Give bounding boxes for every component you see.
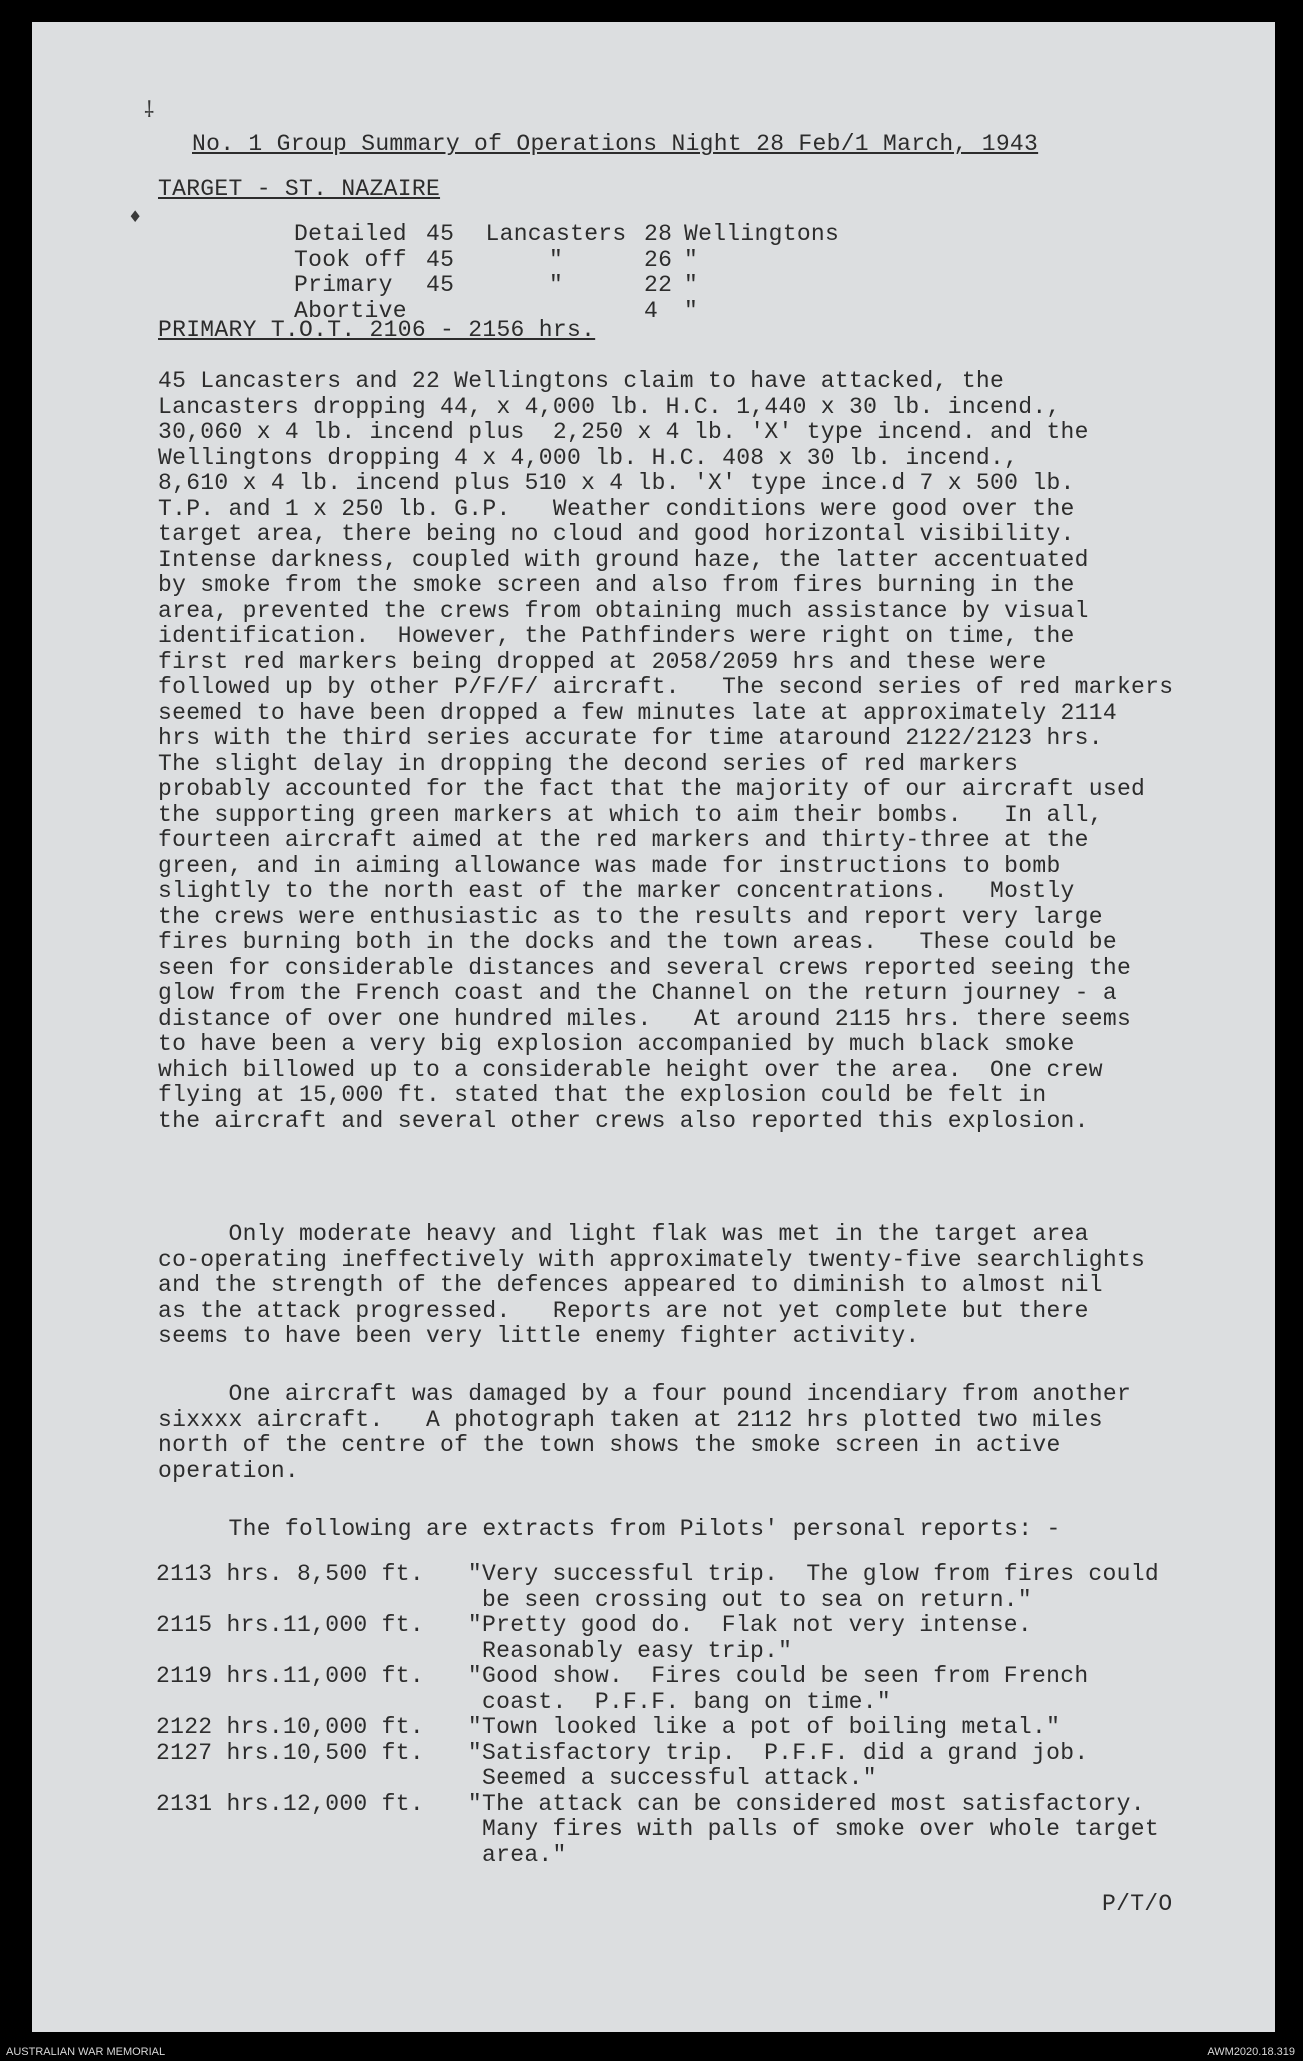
report-text: "Satisfactory trip. P.F.F. did a grand job. Seemed a successful attack."	[467, 1739, 1089, 1791]
report-altitude: 10,000 ft.	[282, 1714, 424, 1740]
lancasters-count: 45	[426, 246, 455, 273]
stats-row	[294, 248, 839, 274]
lancasters-count: 45	[426, 221, 455, 247]
pto-note: P/T/O	[1102, 1891, 1173, 1917]
pencil-mark: ⸸	[144, 98, 155, 123]
extracts-intro: The following are extracts from Pilots' personal reports: -	[158, 1516, 1061, 1542]
target-heading: TARGET - ST. NAZAIRE	[158, 176, 441, 202]
ink-mark: ♦	[128, 207, 143, 226]
lancasters-name: Lancasters	[485, 221, 627, 247]
report-altitude: 12,000 ft.	[282, 1790, 424, 1817]
pilot-report-row	[156, 1664, 1159, 1715]
report-altitude: 11,000 ft.	[282, 1612, 424, 1638]
report-text: "The attack can be considered most satisfactory. Many fires with palls of smoke over whole target area."	[467, 1790, 1159, 1868]
primary-tot-heading: PRIMARY T.O.T. 2106 - 2156 hrs.	[158, 317, 596, 343]
stats-label: Primary	[294, 272, 393, 298]
pilot-report-row	[156, 1792, 1159, 1869]
pilot-report-row	[156, 1715, 1159, 1741]
report-time: 2119 hrs.	[156, 1663, 283, 1689]
stats-label: Took off	[294, 246, 407, 273]
pilot-reports-table	[156, 1562, 1159, 1868]
aircraft-stats-table	[294, 222, 839, 324]
main-report-paragraph: 45 Lancasters and 22 Wellingtons claim to have attacked, the Lancasters dropping 44, x 4,000 lb. H.C. 1,440 x 30 lb. incend., 30,060 x 4 lb. incend plus 2,250 x 4 lb. 'X' type incend. and the Wellingtons dropping 4 x 4,000 lb. H.C. 408 x 30 lb. incend., 8,610 x 4 lb. incend plus 510 x 4 lb. 'X' type ince.d 7 x 500 lb. T.P. and 1 x 250 lb. G.P. Weather conditions were good over the target area, there being no cloud and good horizontal visibility. Intense darkness, coupled with ground haze, the latter accentuated by smoke from the smoke screen and also from fires burning in the area, prevented the crews from obtaining much assistance by visual identification. However, the Pathfinders were right on time, the first red markers being dropped at 2058/2059 hrs and these were followed up by other P/F/F/ aircraft. The second series of red markers seemed to have been dropped a few minutes late at approximately 2114 hrs with the third series accurate for time ataround 2122/2123 hrs. The slight delay in dropping the decond series of red markers probably accounted for the fact that the majority of our aircraft used the supporting green markers at which to aim their bombs. In all, fourteen aircraft aimed at the red markers and thirty-three at the green, and in aiming allowance was made for instructions to bomb slightly to the north east of the marker concentrations. Mostly the crews were enthusiastic as to the results and report very large fires burning both in the docks and the town areas. These could be seen for considerable distances and several crews reported seeing the glow from the French coast and the Channel on the return journey - a distance of over one hundred miles. At around 2115 hrs. there seems to have been a very big explosion accompanied by much black smoke which billowed up to a considerable height over the area. One crew flying at 15,000 ft. stated that the explosion could be felt in the aircraft and several other crews also reported this explosion.	[158, 368, 1174, 1134]
wellingtons-name: "	[684, 297, 699, 324]
report-altitude: 10,500 ft.	[282, 1739, 424, 1766]
report-altitude: 11,000 ft.	[282, 1663, 424, 1689]
report-text: "Pretty good do. Flak not very intense. Reasonably easy trip."	[467, 1612, 1033, 1664]
lancasters-count: 45	[426, 272, 455, 298]
pilot-report-row	[156, 1741, 1159, 1792]
report-altitude: 8,500 ft.	[282, 1561, 424, 1587]
stats-label: Detailed	[294, 221, 407, 247]
report-text: "Town looked like a pot of boiling metal."	[467, 1714, 1061, 1740]
report-text: "Very successful trip. The glow from fires could be seen crossing out to sea on return."	[467, 1561, 1159, 1613]
wellingtons-count: 4	[644, 297, 659, 324]
damage-paragraph: One aircraft was damaged by a four pound incendiary from another sixxxx aircraft. A photograph taken at 2112 hrs plotted two miles north of the centre of the town shows the smoke screen in active operation.	[158, 1381, 1132, 1484]
report-time: 2131 hrs.	[156, 1790, 283, 1817]
document-title: No. 1 Group Summary of Operations Night 28 Feb/1 March, 1943	[192, 131, 1039, 157]
stats-row	[294, 222, 839, 248]
lancasters-name: "	[548, 272, 564, 298]
wellingtons-count: 22	[644, 272, 673, 298]
report-time: 2113 hrs.	[156, 1561, 283, 1587]
wellingtons-name: Wellingtons	[684, 221, 840, 247]
footer-institution: AUSTRALIAN WAR MEMORIAL	[6, 2046, 166, 2058]
wellingtons-name: "	[684, 272, 699, 298]
document-page	[32, 22, 1275, 2032]
wellingtons-count: 26	[644, 246, 673, 273]
report-text: "Good show. Fires could be seen from French coast. P.F.F. bang on time."	[467, 1663, 1089, 1715]
defences-paragraph: Only moderate heavy and light flak was met in the target area co-operating ineffectively with approximately twenty-five searchlights and the strength of the defences appeared to diminish to almost nil as the attack progressed. Reports are not yet complete but there seems to have been very little enemy fighter activity.	[158, 1221, 1146, 1349]
stats-row	[294, 273, 839, 299]
pilot-report-row	[156, 1613, 1159, 1664]
report-time: 2127 hrs.	[156, 1739, 283, 1766]
report-time: 2122 hrs.	[156, 1714, 283, 1740]
stats-label: Abortive	[294, 297, 407, 324]
wellingtons-count: 28	[644, 221, 673, 247]
pilot-report-row	[156, 1562, 1159, 1613]
lancasters-name: "	[548, 246, 564, 273]
report-time: 2115 hrs.	[156, 1612, 283, 1638]
footer-reference: AWM2020.18.319	[1207, 2046, 1295, 2058]
wellingtons-name: "	[684, 246, 699, 273]
